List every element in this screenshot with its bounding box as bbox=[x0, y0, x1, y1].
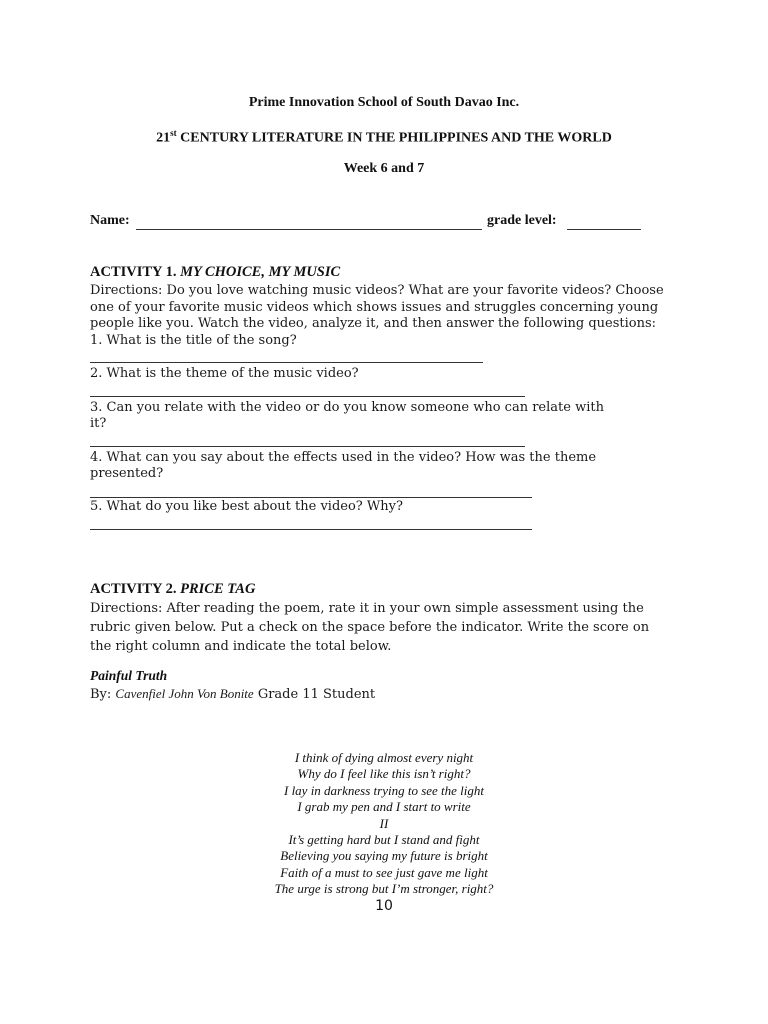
answer-line-5[interactable] bbox=[90, 529, 532, 530]
poem-byline bbox=[90, 686, 375, 704]
question-3-cont: it? bbox=[90, 416, 107, 431]
answer-line-4[interactable] bbox=[90, 497, 532, 498]
activity2-directions bbox=[90, 599, 649, 656]
poem-body bbox=[0, 750, 768, 898]
poem-stanza-marker: II bbox=[379, 815, 389, 831]
activity2-directions-line: rubric given below. Put a check on the space before the indicator. Write the score on bbox=[90, 620, 650, 635]
question-5: 5. What do you like best about the video? Why? bbox=[90, 499, 403, 514]
question-3: 3. Can you relate with the video or do you know someone who can relate with bbox=[90, 400, 604, 415]
activity1-directions-line: Directions: Do you love watching music videos? What are your favorite videos? Choose bbox=[90, 283, 664, 298]
course-title bbox=[0, 128, 768, 147]
poem-line: I think of dying almost every night bbox=[294, 750, 474, 765]
poem-author: Cavenfiel John Von Bonite bbox=[115, 686, 254, 701]
activity2-heading bbox=[90, 581, 255, 598]
activity1-title: MY CHOICE, MY MUSIC bbox=[180, 264, 341, 280]
poem-line: Believing you saying my future is bright bbox=[280, 848, 488, 864]
question-1: 1. What is the title of the song? bbox=[90, 333, 297, 348]
grade-level-label: grade level: bbox=[487, 213, 557, 228]
poem-line: Why do I feel like this isn’t right? bbox=[297, 766, 471, 782]
activity2-directions-line: Directions: After reading the poem, rate it in your own simple assessment using the bbox=[90, 601, 644, 616]
question-4: 4. What can you say about the effects used in the video? How was the theme bbox=[90, 450, 597, 465]
activity1-heading bbox=[90, 264, 340, 281]
grade-level-field[interactable] bbox=[567, 229, 641, 230]
poem-line: It’s getting hard but I stand and fight bbox=[288, 832, 480, 848]
activity2-directions-line: the right column and indicate the total below. bbox=[90, 639, 392, 654]
poem-line: I lay in darkness trying to see the light bbox=[283, 782, 485, 798]
poem-line: Faith of a must to see just gave me light bbox=[280, 864, 488, 880]
course-title-text: CENTURY LITERATURE IN THE PHILIPPINES AND THE WORLD bbox=[176, 130, 612, 146]
activity1-directions-line: one of your favorite music videos which shows issues and struggles concerning young bbox=[90, 299, 659, 315]
poem-by-label: By: bbox=[90, 687, 116, 702]
page-number: 10 bbox=[375, 898, 393, 914]
question-4-cont: presented? bbox=[90, 466, 164, 481]
answer-line-2[interactable] bbox=[90, 396, 525, 397]
poem-author-note: Grade 11 Student bbox=[253, 687, 376, 702]
poem-title: Painful Truth bbox=[90, 668, 168, 683]
course-title-suffix: st bbox=[170, 128, 177, 138]
course-title-number: 21 bbox=[156, 130, 171, 146]
question-2: 2. What is the theme of the music video? bbox=[90, 366, 359, 381]
name-field[interactable] bbox=[136, 229, 482, 230]
activity1-label: ACTIVITY 1. bbox=[90, 264, 177, 280]
poem-line: The urge is strong but I’m stronger, right? bbox=[274, 881, 494, 897]
activity1-directions-line: people like you. Watch the video, analyze it, and then answer the following questions: bbox=[90, 316, 657, 331]
activity1-directions bbox=[90, 283, 664, 333]
activity2-title: PRICE TAG bbox=[180, 581, 256, 597]
school-name: Prime Innovation School of South Davao Inc. bbox=[248, 95, 520, 110]
answer-line-1[interactable] bbox=[90, 362, 483, 363]
activity2-label: ACTIVITY 2. bbox=[90, 581, 177, 597]
answer-line-3[interactable] bbox=[90, 446, 525, 447]
name-label: Name: bbox=[90, 213, 130, 228]
week-label: Week 6 and 7 bbox=[343, 161, 425, 176]
poem-line: I grab my pen and I start to write bbox=[297, 799, 471, 815]
